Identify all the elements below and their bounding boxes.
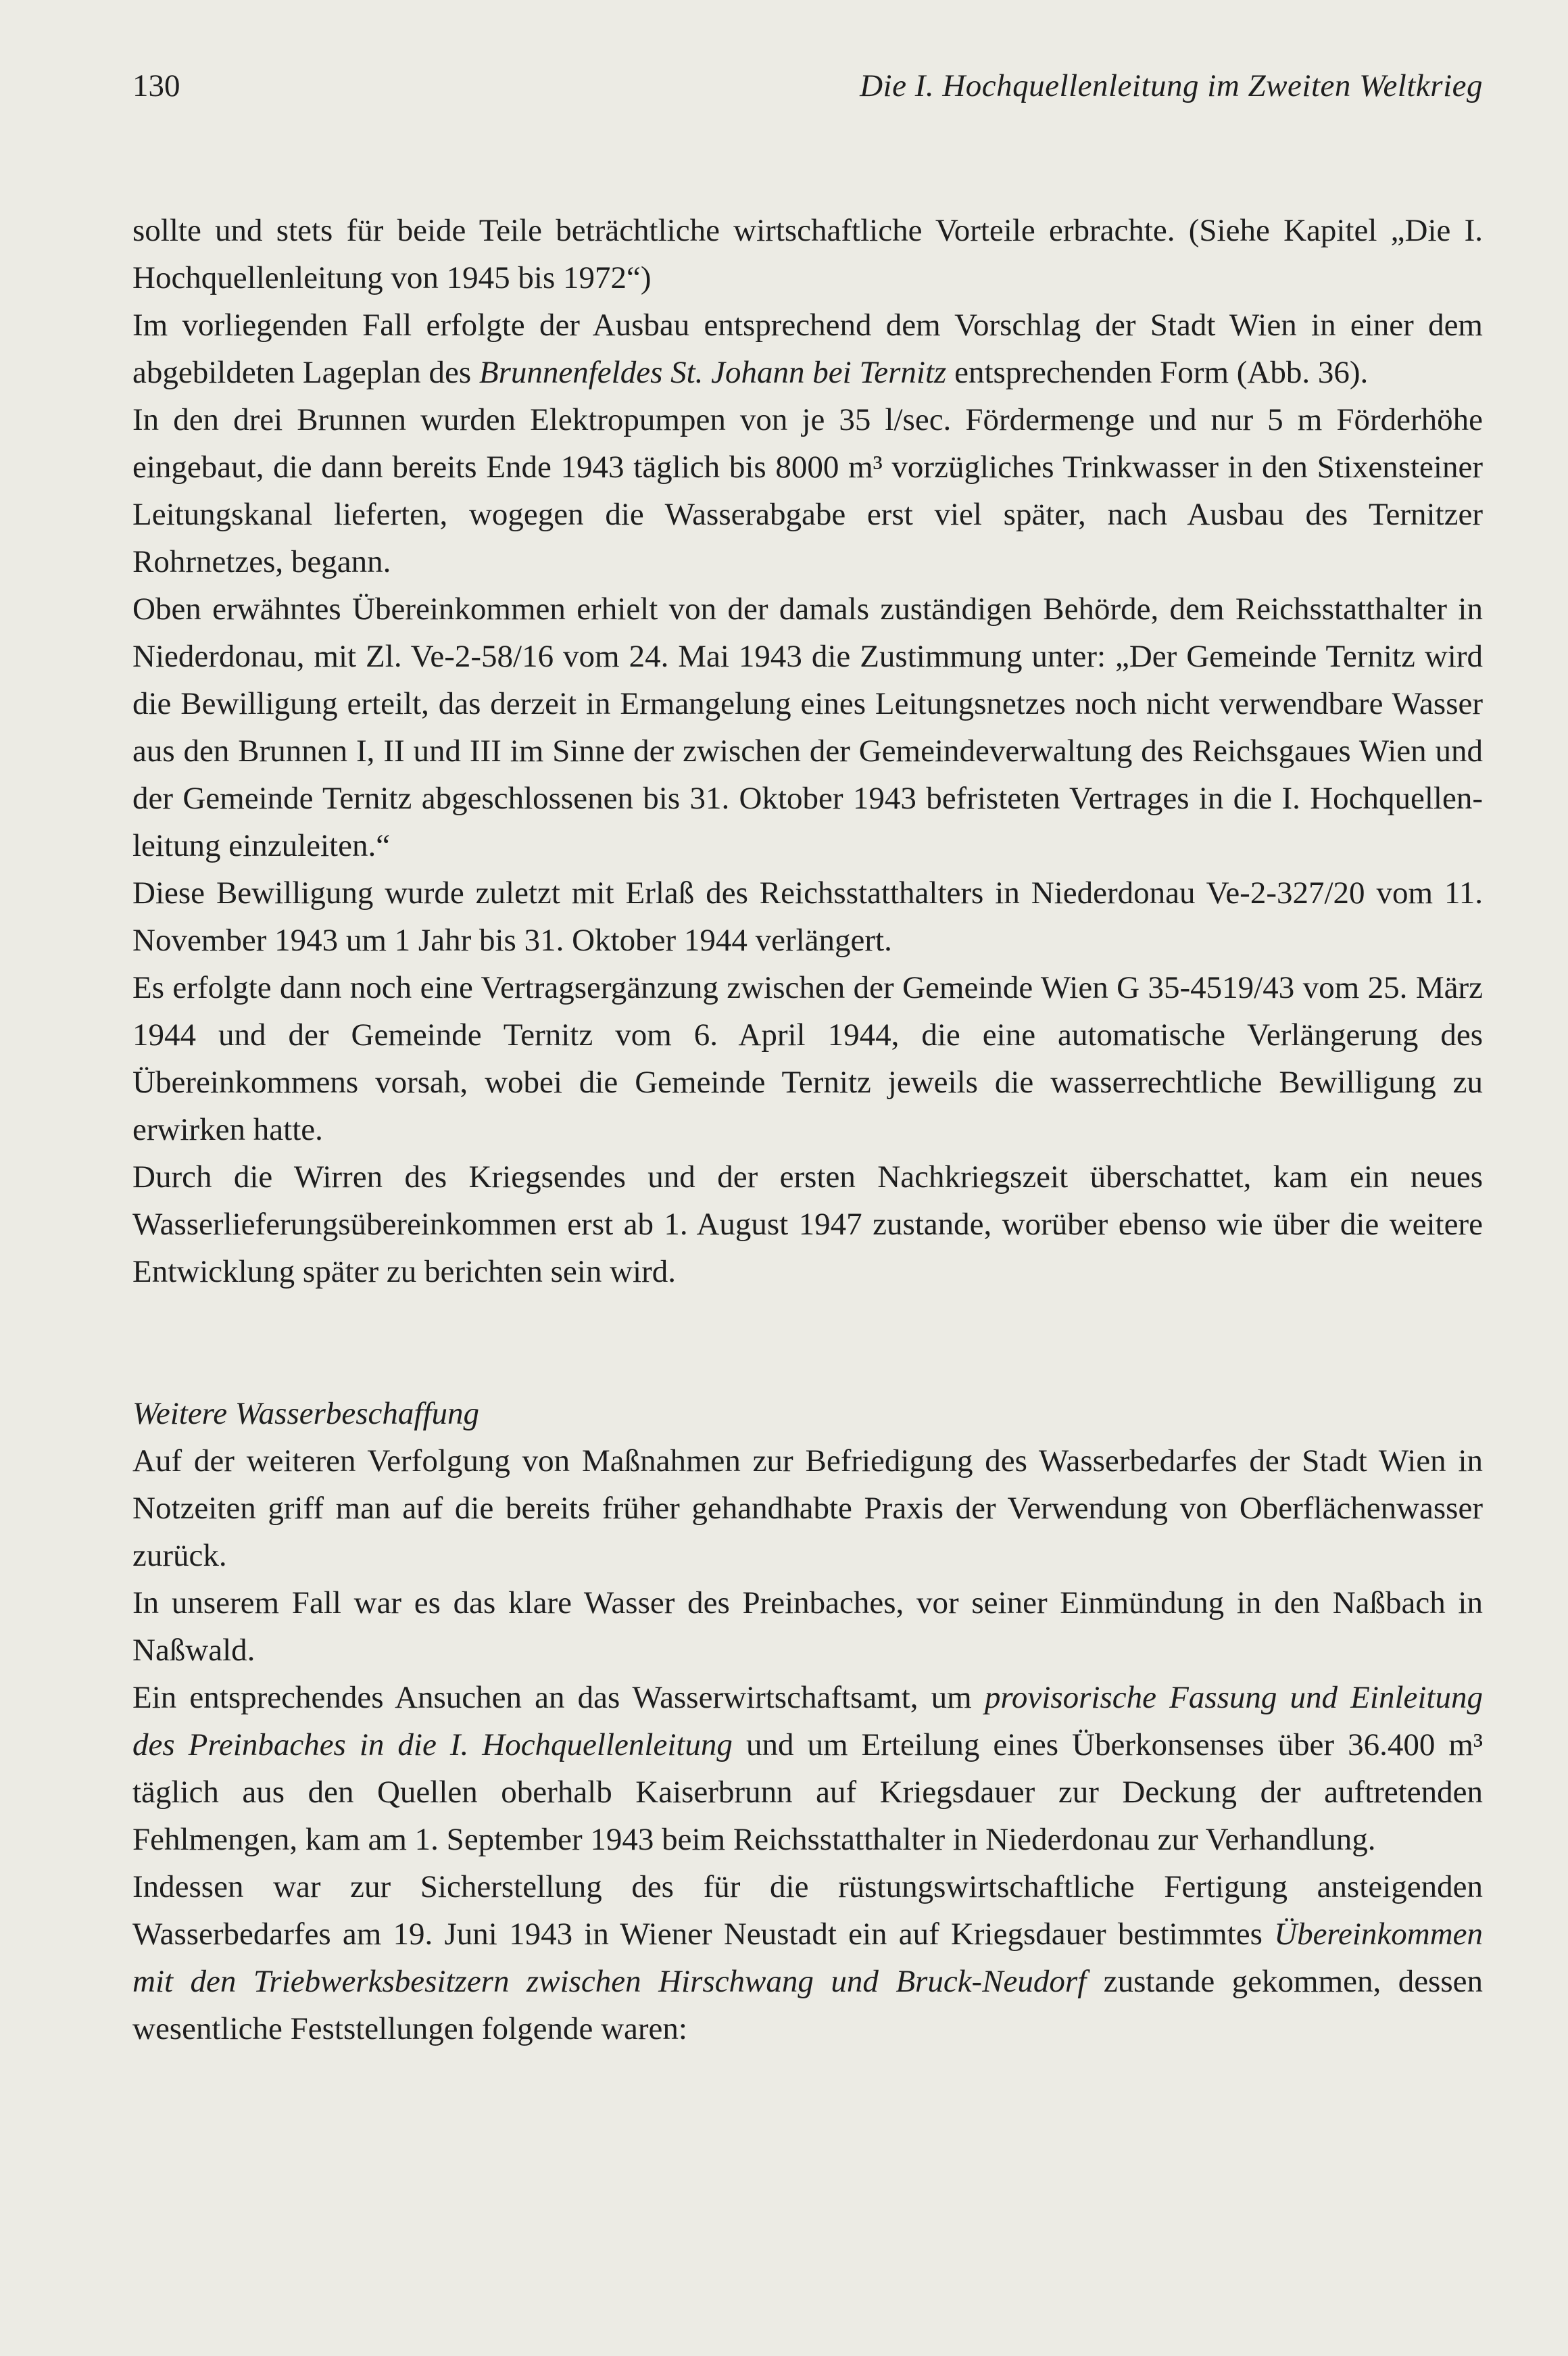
- paragraph: Ein entsprechendes Ansuchen an das Wasserwirtschaftsamt, um provisorische Fassung und Einleitung des Preinbaches in die I. Hochquellenleitung und um Erteilung eines Überkonsenses über 36.400 m³ täglich aus den Quellen oberhalb Kaiserbrunn auf Kriegsdauer zur Deckung der auftretenden Fehlmengen, kam am 1. September 1943 beim Reichsstatthalter in Niederdonau zur Verhandlung.: [132, 1680, 1483, 1857]
- body-text: [132, 207, 1483, 2052]
- italic-phrase: provisorische Fassung und Einleitung des Preinbaches in die I. Hochquellenleitung: [132, 1680, 1483, 1762]
- paragraph: In unserem Fall war es das klare Wasser des Preinbaches, vor seiner Einmündung in den Naßbach in Naßwald.: [132, 1585, 1483, 1668]
- paragraph: Diese Bewilligung wurde zuletzt mit Erlaß des Reichsstatthalters in Niederdonau Ve-2-327/20 vom 11. November 1943 um 1 Jahr bis 31. Oktober 1944 verlängert.: [132, 875, 1483, 958]
- paragraph: Durch die Wirren des Kriegsendes und der ersten Nachkriegszeit überschattet, kam ein neues Wasserlieferungsübereinkommen erst ab 1. August 1947 zustande, worüber ebenso wie über die weitere Entwicklung später zu berichten sein wird.: [132, 1159, 1483, 1289]
- paragraph: Indessen war zur Sicherstellung des für die rüstungswirtschaftliche Fertigung ansteigenden Wasserbedarfes am 19. Juni 1943 in Wiener Neustadt ein auf Kriegsdauer bestimmtes Übereinkommen mit den Triebwerksbesitzern zwischen Hirschwang und Bruck-Neudorf zustande gekommen, dessen wesentliche Feststellungen folgende waren:: [132, 1869, 1484, 2046]
- paragraph: Im vorliegenden Fall erfolgte der Ausbau entsprechend dem Vorschlag der Stadt Wien in einer dem abgebildeten Lageplan des Brunnenfeldes St. Johann bei Ternitz entsprechenden Form (Abb. 36).: [132, 308, 1483, 390]
- paragraph: Oben erwähntes Übereinkommen erhielt von der damals zuständigen Behörde, dem Reichsstatthalter in Niederdonau, mit Zl. Ve-2-58/16 vom 24. Mai 1943 die Zustimmung unter: „Der Gemeinde Ternitz wird die Bewilligung erteilt, das derzeit in Ermangelung eines Leitungsnetzes noch nicht verwendbare Wasser aus den Brunnen I, II und III im Sinne der zwischen der Gemeindeverwaltung des Reichsgaues Wien und der Gemeinde Ternitz abgeschlossenen bis 31. Oktober 1943 befristeten Vertrages in die I. Hochquellenleitung einzuleiten.“: [132, 592, 1483, 863]
- page-header: [132, 62, 1483, 110]
- italic-phrase: Brunnenfeldes St. Johann bei Ternitz: [479, 355, 947, 390]
- paragraph: Es erfolgte dann noch eine Vertragsergänzung zwischen der Gemeinde Wien G 35-4519/43 vom 25. März 1944 und der Gemeinde Ternitz vom 6. April 1944, die eine automatische Verlängerung des Übereinkommens vorsah, wobei die Gemeinde Ternitz jeweils die wasserrechtliche Bewilligung zu erwirken hatte.: [132, 970, 1483, 1147]
- paragraph: Auf der weiteren Verfolgung von Maßnahmen zur Befriedigung des Wasserbedarfes der Stadt Wien in Notzeiten griff man auf die bereits früher gehandhabte Praxis der Verwendung von Oberflächenwasser zurück.: [132, 1443, 1483, 1573]
- paragraph: In den drei Brunnen wurden Elektropumpen von je 35 l/sec. Fördermenge und nur 5 m Förderhöhe eingebaut, die dann bereits Ende 1943 täglich bis 8000 m³ vorzügliches Trinkwasser in den Stixensteiner Leitungskanal lieferten, wogegen die Wasserabgabe erst viel später, nach Ausbau des Ternitzer Rohrnetzes, begann.: [132, 402, 1483, 579]
- page-number: 130: [132, 68, 180, 103]
- italic-phrase: Übereinkommen mit den Triebwerksbesitzern zwischen Hirschwang und Bruck-Neudorf: [132, 1917, 1483, 1999]
- paragraph: sollte und stets für beide Teile beträchtliche wirtschaftliche Vorteile erbrachte. (Siehe Kapitel „Die I. Hochquellenleitung von 1945 bis 1972“): [132, 213, 1483, 295]
- section-heading: Weitere Wasserbeschaffung: [132, 1396, 480, 1431]
- running-title: Die I. Hochquellenleitung im Zweiten Weltkrieg: [860, 68, 1483, 103]
